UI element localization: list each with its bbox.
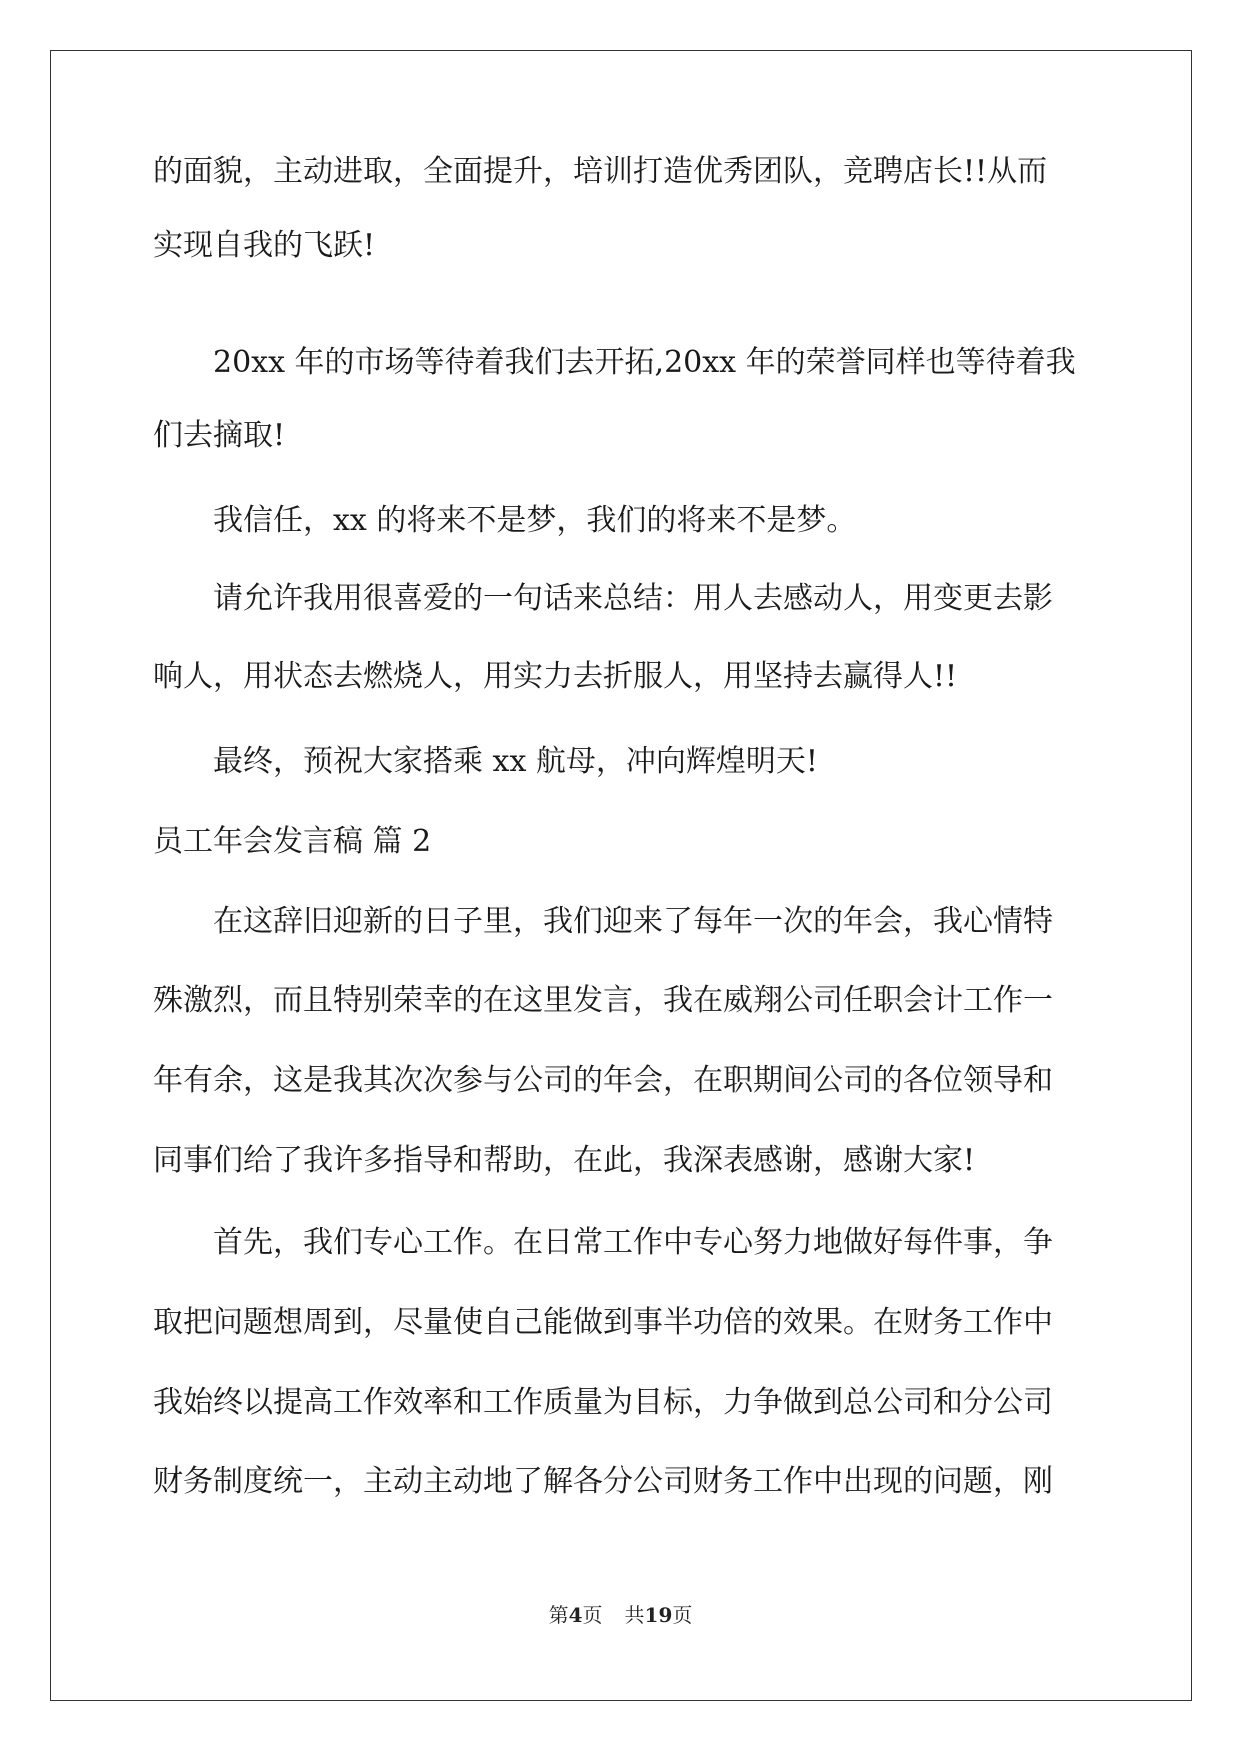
paragraph-line: 我始终以提高工作效率和工作质量为目标，力争做到总公司和分公司 [153,1385,1053,1420]
page-border [50,50,1192,1701]
paragraph-line: 财务制度统一，主动主动地了解各分公司财务工作中出现的问题，刚 [153,1464,1053,1499]
paragraph-line: 20xx 年的市场等待着我们去开拓,20xx 年的荣誉同样也等待着我 [213,345,1076,380]
paragraph-line: 我信任，xx 的将来不是梦，我们的将来不是梦。 [213,503,857,538]
paragraph-line: 们去摘取! [153,418,286,453]
section-heading: 员工年会发言稿 篇 2 [153,824,432,859]
paragraph-line: 在这辞旧迎新的日子里，我们迎来了每年一次的年会，我心情特 [213,904,1053,939]
paragraph-line: 殊激烈，而且特别荣幸的在这里发言，我在威翔公司任职会计工作一 [153,983,1053,1018]
paragraph-line: 最终，预祝大家搭乘 xx 航母，冲向辉煌明天! [213,744,818,779]
paragraph-line: 取把问题想周到，尽量使自己能做到事半功倍的效果。在财务工作中 [153,1305,1053,1340]
paragraph-line: 的面貌，主动进取，全面提升，培训打造优秀团队，竞聘店长!!从而 [153,154,1048,189]
total-pages-suffix: 页 [672,1603,693,1627]
paragraph-line: 实现自我的飞跃! [153,228,376,263]
paragraph-line: 响人，用状态去燃烧人，用实力去折服人，用坚持去赢得人!! [153,659,958,694]
page-footer [0,1600,1241,1630]
paragraph-line: 同事们给了我许多指导和帮助，在此，我深表感谢，感谢大家! [153,1143,976,1178]
paragraph-line: 首先，我们专心工作。在日常工作中专心努力地做好每件事，争 [213,1225,1053,1260]
page-number-suffix: 页 [582,1603,603,1627]
total-pages-number: 19 [644,1603,673,1627]
current-page-number: 4 [568,1603,583,1627]
page-number-prefix: 第 [548,1603,569,1627]
paragraph-line: 年有余，这是我其次次参与公司的年会，在职期间公司的各位领导和 [153,1063,1053,1098]
total-pages-prefix: 共 [624,1603,645,1627]
paragraph-line: 请允许我用很喜爱的一句话来总结：用人去感动人，用变更去影 [213,581,1053,616]
